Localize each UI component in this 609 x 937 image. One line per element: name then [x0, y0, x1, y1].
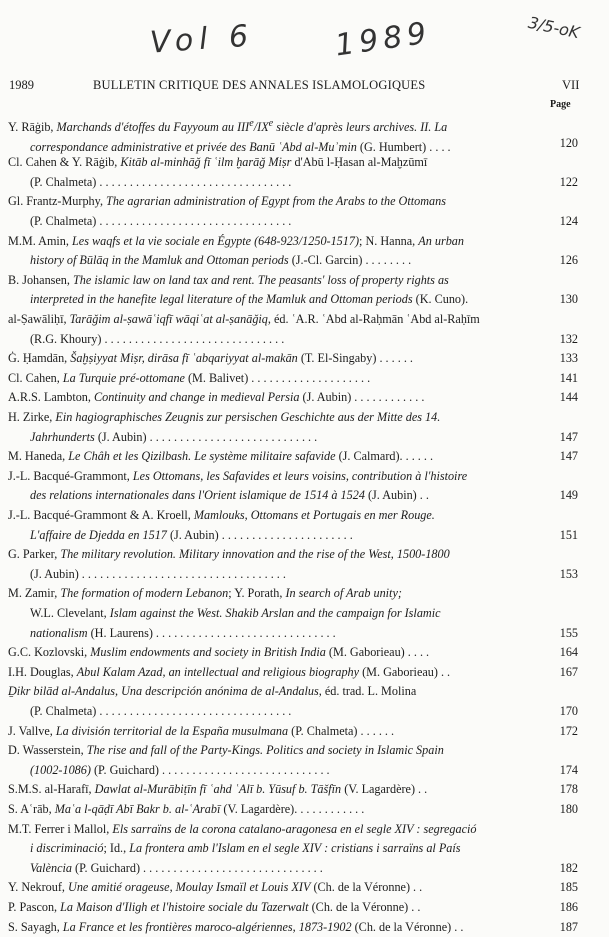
entry-text: I.H. Douglas,	[8, 664, 77, 679]
entry-text: (V. Lagardère) . .	[341, 782, 428, 797]
page-number: 133	[559, 351, 578, 366]
entry-text: S. Sayagh,	[8, 919, 63, 934]
work-title: Maʿa l-qāḍī Abī Bakr b. al-ʿArabī	[54, 802, 221, 816]
entry-line	[8, 584, 520, 604]
review-entry	[8, 447, 520, 467]
entry-line	[8, 722, 520, 742]
review-entry	[8, 780, 520, 800]
entry-text: M. Haneda,	[8, 449, 69, 464]
entry-text: H. Zirke,	[8, 410, 56, 424]
entry-text: (J. Aubin) . . . . . . . . . . . . . . . . . . . . . . . . . . . .	[94, 429, 318, 444]
entry-text: Cl. Cahen & Y. Rāġib,	[8, 155, 121, 170]
entry-text: (R.G. Khoury) . . . . . . . . . . . . . . . . . . . . . . . . . . . . . .	[30, 331, 285, 346]
entry-text: (M. Gaborieau) . . . .	[325, 645, 430, 660]
review-entry	[8, 232, 520, 271]
work-title: Muslim endowments and society in British India	[90, 645, 326, 660]
review-entry	[8, 878, 520, 898]
entry-text: (J. Aubin) . . . . . . . . . . . .	[299, 390, 425, 405]
entry-text: J. Vallve,	[8, 723, 56, 738]
page-column-label: Page	[550, 99, 571, 110]
work-title: The military revolution. Military innovation and the rise of the West, 1500-1800	[60, 547, 450, 562]
page-number: 122	[559, 174, 578, 189]
work-title: Marchands d'étoffes du Fayyoum au IIIe/IXe siècle d'après leurs archives. II. La	[56, 118, 448, 135]
work-title: des relations internationales dans l'Orient islamique de 1514 à 1524	[30, 488, 365, 503]
page-number: 155	[559, 625, 578, 640]
review-entry	[8, 310, 520, 349]
entry-line	[8, 290, 520, 310]
review-entry	[8, 643, 520, 663]
entry-line	[8, 878, 520, 898]
page-number: 178	[559, 782, 578, 797]
entry-line	[8, 251, 520, 271]
entry-text: (J. Aubin) . . . . . . . . . . . . . . . . . . . . . . . . . . . . . . . . . .	[30, 566, 286, 581]
work-title: The islamic law on land tax and rent. The peasants' loss of property rights as	[73, 272, 449, 287]
entry-text: B. Johansen,	[8, 272, 73, 287]
entry-line	[8, 545, 520, 565]
entry-line	[8, 506, 520, 526]
entry-line	[8, 192, 520, 212]
entry-text: P. Pascon,	[8, 900, 61, 914]
review-entry	[8, 800, 520, 820]
entry-line	[8, 330, 520, 350]
entry-text: M.T. Ferrer i Mallol,	[8, 821, 113, 836]
entry-text: G. Parker,	[8, 547, 61, 562]
entry-line	[8, 859, 520, 879]
entry-line	[8, 467, 520, 487]
entry-text: (Ch. de la Véronne) . .	[308, 900, 421, 914]
entry-line	[8, 114, 520, 138]
entry-line	[8, 173, 520, 193]
handwritten-note: 3/5-oK	[526, 12, 582, 43]
entry-text: al-Ṣawāliḥī,	[8, 312, 70, 326]
entry-text: Y. Nekrouf,	[8, 880, 69, 895]
entry-text: ; Id.,	[103, 841, 130, 856]
work-title: Le Châh et les Qizilbash. Le système militaire safavide	[68, 449, 336, 464]
entry-text: (M. Balivet) . . . . . . . . . . . . . . . . . . . .	[184, 370, 371, 385]
page-number: 147	[559, 449, 578, 464]
page-number: 185	[559, 880, 578, 895]
entry-text: G.C. Kozlovski,	[8, 645, 91, 660]
entry-text: ; Y. Porath,	[228, 586, 286, 601]
handwritten-year: 1989	[333, 15, 434, 64]
work-title: La Maison d'Iligh et l'histoire sociale du Tazerwalt	[60, 900, 309, 914]
page-number: 172	[559, 723, 578, 738]
entry-line	[8, 408, 520, 428]
entry-text: (P. Chalmeta) . . . . . . . . . . . . . . . . . . . . . . . . . . . . . . . .	[30, 174, 292, 189]
entry-text: (P. Guichard) . . . . . . . . . . . . . . . . . . . . . . . . . . . . . .	[71, 860, 323, 875]
entry-line	[8, 447, 520, 467]
page-number: 124	[559, 214, 578, 228]
entry-text: (P. Chalmeta) . . . . . .	[288, 723, 395, 738]
entry-line	[8, 271, 520, 291]
work-title: València	[30, 860, 72, 875]
entry-text: (M. Gaborieau) . .	[359, 664, 451, 679]
work-title: Une amitié orageuse, Moulay Ismaïl et Louis XIV	[68, 880, 311, 895]
entry-line	[8, 682, 520, 702]
page-number: 149	[559, 488, 578, 503]
entry-line	[8, 918, 520, 937]
entry-line	[8, 604, 520, 624]
page-number: 151	[559, 527, 578, 542]
page-number: 147	[559, 429, 578, 444]
entry-line	[8, 310, 520, 330]
review-entry	[8, 898, 520, 918]
entry-line	[8, 780, 520, 800]
entry-line	[8, 486, 520, 506]
entry-text: Ġ. Ḥamdān,	[8, 351, 71, 366]
entry-line	[8, 232, 520, 252]
page-number: 120	[559, 135, 578, 150]
entry-text: W.L. Clevelant,	[30, 605, 110, 620]
entry-text: J.-L. Bacqué-Grammont & A. Kroell,	[8, 508, 194, 522]
work-title: Les Ottomans, les Safavides et leurs voisins, contribution à l'histoire	[132, 468, 468, 483]
review-entry	[8, 741, 520, 780]
entry-text: J.-L. Bacqué-Grammont,	[8, 468, 133, 483]
work-title: Els sarraïns de la corona catalano-aragonesa en el segle XIV : segregació	[112, 821, 477, 836]
entry-text: (Ch. de la Véronne) . .	[310, 880, 423, 895]
entry-text: (P. Chalmeta) . . . . . . . . . . . . . . . . . . . . . . . . . . . . . . . .	[30, 703, 292, 718]
entry-text: , éd. trad. L. Molina	[318, 684, 417, 699]
entry-line	[8, 820, 520, 840]
page-number: 182	[559, 860, 578, 875]
work-title: nationalism	[30, 625, 88, 640]
review-entry	[8, 682, 520, 721]
roman-page-number: VII	[562, 78, 580, 92]
page-number: 164	[559, 645, 578, 660]
entry-line	[8, 388, 520, 408]
entry-text: (T. El-Singaby) . . . . . .	[297, 351, 413, 366]
work-title: i discriminació	[30, 841, 104, 856]
entry-text: d'Abū l-Ḥasan al-Maḫzūmī	[291, 155, 428, 170]
work-title: Ein hagiographisches Zeugnis zur persischen Geschichte aus der Mitte des 14.	[55, 410, 441, 424]
entry-line	[8, 428, 520, 448]
entry-text: Cl. Cahen,	[8, 370, 63, 385]
entry-text: (J. Calmard). . . . . .	[335, 449, 434, 464]
work-title: Tarāǧim al-ṣawāʿiqfī wāqiʿat al-ṣanāǧiq	[69, 312, 268, 326]
page-number: 144	[559, 390, 578, 405]
review-entry	[8, 467, 520, 506]
journal-title: BULLETIN CRITIQUE DES ANNALES ISLAMOLOGIQUES	[93, 78, 426, 92]
entry-line	[8, 761, 520, 781]
entry-text: ; N. Hanna,	[359, 233, 419, 248]
entry-text: Gl. Frantz-Murphy,	[8, 194, 107, 209]
work-title: The agrarian administration of Egypt from the Arabs to the Ottomans	[106, 194, 446, 209]
entry-text: Y. Rāġib,	[8, 120, 57, 135]
review-entry	[8, 349, 520, 369]
work-title: The formation of modern Lebanon	[60, 586, 229, 601]
work-title: The rise and fall of the Party-Kings. Politics and society in Islamic Spain	[86, 743, 444, 758]
work-title: Mamlouks, Ottomans et Portugais en mer Rouge.	[193, 508, 435, 522]
work-title: interpreted in the hanefite legal literature of the Mamluk and Ottoman periods	[30, 292, 413, 307]
entry-line	[8, 565, 520, 585]
entry-line	[8, 839, 520, 859]
entry-text: (K. Cuno).	[412, 292, 469, 307]
entry-line	[8, 800, 520, 820]
entry-text: (P. Guichard) . . . . . . . . . . . . . . . . . . . . . . . . . . . .	[90, 762, 330, 777]
entry-text: (H. Laurens) . . . . . . . . . . . . . . . . . . . . . . . . . . . . . .	[87, 625, 336, 640]
work-title: Continuity and change in medieval Persia	[94, 390, 300, 405]
review-entry	[8, 506, 520, 545]
page-number: 141	[559, 370, 578, 385]
entry-text: D. Wasserstein,	[8, 743, 87, 758]
page-number: 186	[559, 900, 578, 914]
page-number: 174	[559, 762, 578, 777]
page-number: 170	[559, 704, 578, 718]
work-title: (1002-1086)	[30, 762, 91, 777]
work-title: history of Būlāq in the Mamluk and Ottoman periods	[30, 253, 289, 268]
work-title: correspondance administrative et privée des Banū ʿAbd al-Muʾmin	[30, 139, 357, 154]
work-title: Dawlat al-Murābiṭīn fī ʿahd ʿAlī b. Yūsuf b. Tāšfīn	[94, 782, 342, 797]
entry-line	[8, 702, 520, 722]
work-title: An urban	[418, 233, 464, 248]
entry-line	[8, 349, 520, 369]
entry-text: S. Aʿrāb,	[8, 802, 55, 816]
entry-text: S.M.S. al-Harafī,	[8, 782, 95, 797]
review-entry	[8, 153, 520, 192]
handwritten-volume: Vol 6	[148, 18, 256, 61]
entry-line	[8, 153, 520, 173]
page-number: 153	[559, 566, 578, 581]
entry-line	[8, 624, 520, 644]
entry-line	[8, 526, 520, 546]
review-entry	[8, 271, 520, 310]
page-number: 187	[559, 919, 578, 934]
entry-text: (P. Chalmeta) . . . . . . . . . . . . . . . . . . . . . . . . . . . . . . . .	[30, 213, 292, 228]
work-title: Kitāb al-minhāǧ fī ʿilm ḫarāǧ Miṣr	[120, 155, 292, 170]
entry-line	[8, 212, 520, 232]
page-number: 180	[559, 802, 578, 816]
review-entry	[8, 369, 520, 389]
page-number: 130	[559, 292, 578, 307]
review-entry	[8, 192, 520, 231]
review-entry	[8, 114, 520, 157]
work-title: L'affaire de Djedda en 1517	[30, 527, 167, 542]
work-title: Ḏikr bilād al-Andalus, Una descripción anónima de al-Andalus	[8, 684, 319, 699]
entry-text: (Ch. de la Véronne) . .	[351, 919, 464, 934]
entry-line	[8, 741, 520, 761]
page-number: 126	[559, 253, 578, 268]
entry-line	[8, 643, 520, 663]
work-title: Abul Kalam Azad, an intellectual and religious biography	[76, 664, 360, 679]
entry-text: , éd. ʿA.R. ʿAbd al-Raḥmān ʿAbd al-Raḥīm	[267, 312, 480, 326]
work-title: Les waqfs et la vie sociale en Égypte (648-923/1250-1517)	[72, 233, 360, 248]
entry-text: (J.-Cl. Garcin) . . . . . . . .	[288, 253, 412, 268]
review-entry	[8, 722, 520, 742]
work-title: In search of Arab unity;	[285, 586, 402, 601]
work-title: La France et les frontières maroco-algériennes, 1873-1902	[62, 919, 352, 934]
work-title: La frontera amb l'Islam en el segle XIV : cristians i sarraïns al País	[129, 841, 461, 856]
work-title: Islam against the West. Shakib Arslan and the campaign for Islamic	[109, 605, 441, 620]
work-title: La Turquie pré-ottomane	[62, 370, 185, 385]
entry-text: (V. Lagardère). . . . . . . . . . . .	[220, 802, 365, 816]
review-entry	[8, 663, 520, 683]
entry-line	[8, 898, 520, 918]
work-title: Šaḫṣiyyat Miṣr, dirāsa fī ʿabqariyyat al-makān	[70, 351, 298, 366]
entry-line	[8, 369, 520, 389]
review-entry	[8, 820, 520, 879]
work-title: Jahrhunderts	[30, 429, 95, 444]
entry-text: (J. Aubin) . .	[364, 488, 429, 503]
review-entry	[8, 918, 520, 937]
entry-text: (J. Aubin) . . . . . . . . . . . . . . . . . . . . . .	[166, 527, 353, 542]
header-year: 1989	[9, 78, 34, 92]
review-entry	[8, 584, 520, 643]
review-entry	[8, 388, 520, 408]
review-entry	[8, 408, 520, 447]
work-title: La división territorial de la España musulmana	[55, 723, 289, 738]
page-number: 132	[559, 331, 578, 346]
page-number: 167	[559, 664, 578, 679]
entry-text: A.R.S. Lambton,	[8, 390, 94, 405]
entry-text: M. Zamir,	[8, 586, 61, 601]
entry-text: M.M. Amin,	[8, 233, 72, 248]
entry-line	[8, 663, 520, 683]
entry-text: (G. Humbert) . . . .	[356, 139, 451, 154]
review-entry	[8, 545, 520, 584]
